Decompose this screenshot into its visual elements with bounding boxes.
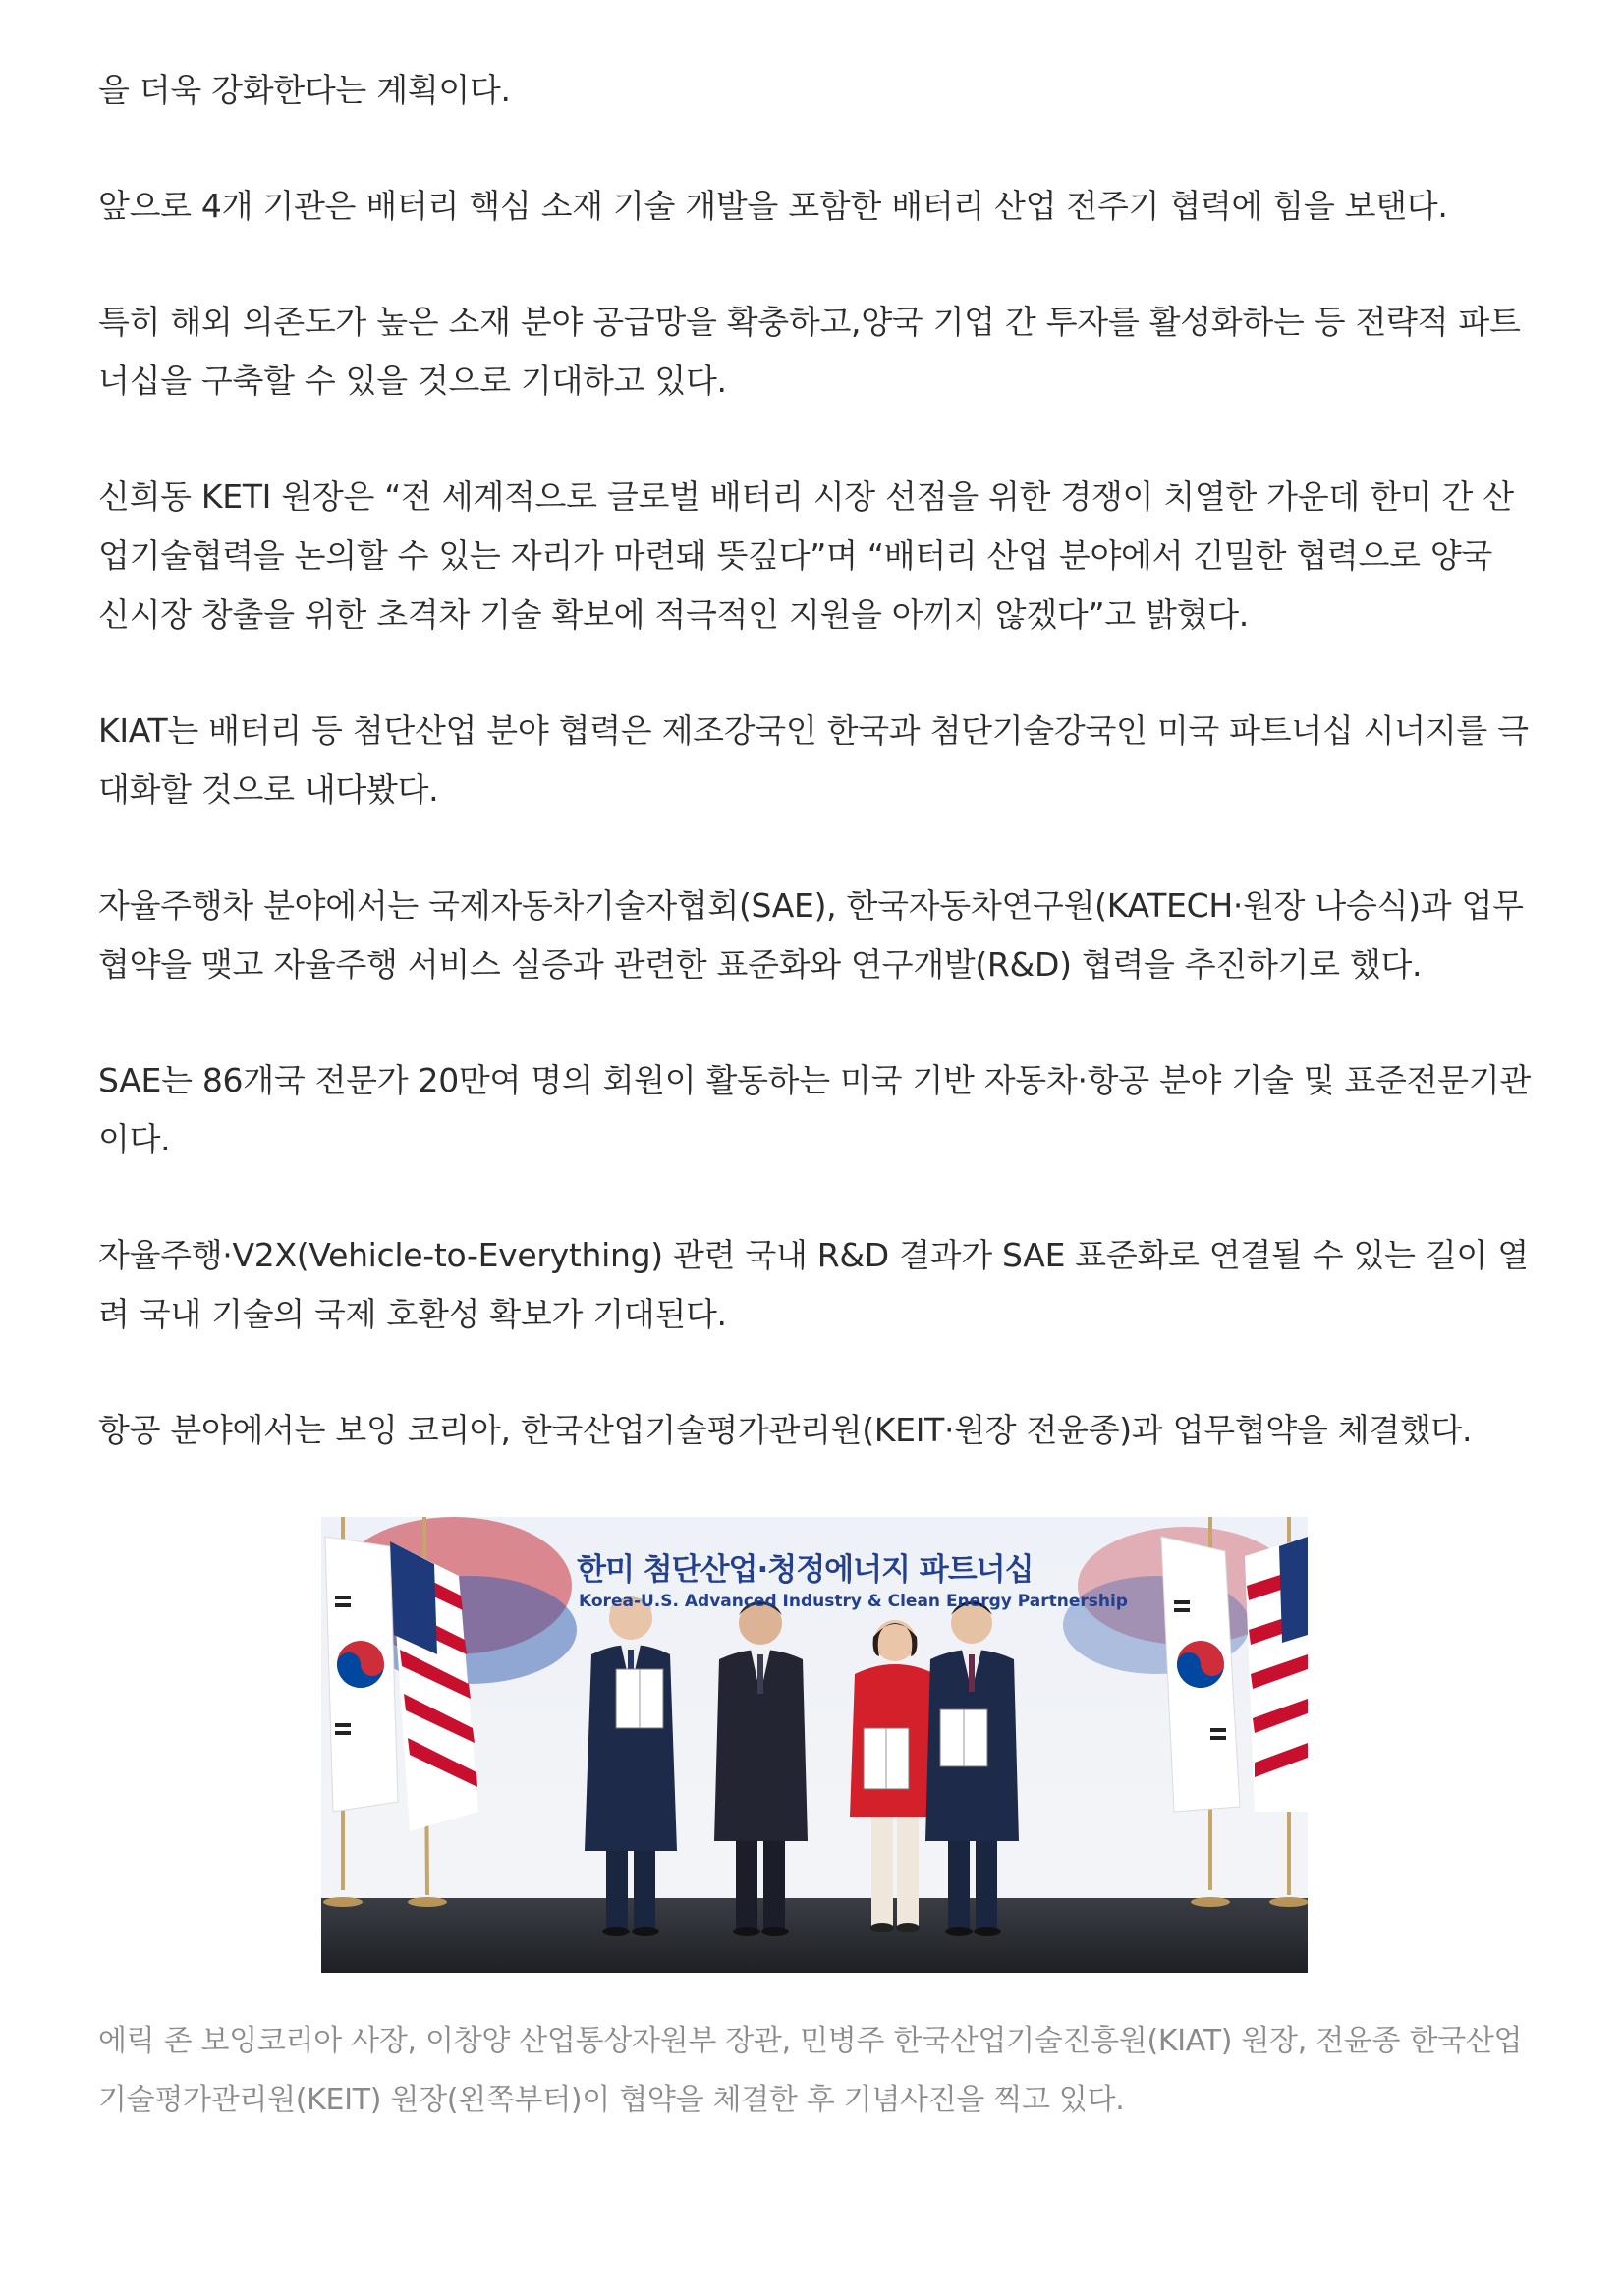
paragraph-2: 앞으로 4개 기관은 배터리 핵심 소재 기술 개발을 포함한 배터리 산업 전주기 협력에 힘을 보탠다. [98, 187, 1448, 225]
photo-caption: 에릭 존 보잉코리아 사장, 이창양 산업통상자원부 장관, 민병주 한국산업기술진흥원(KIAT) 원장, 전윤종 한국산업기술평가관리원(KEIT) 원장(왼쪽부터)이 협약을 체결한 후 기념사진을 찍고 있다. [98, 2024, 1523, 2117]
paragraph-4: 신희동 KETI 원장은 “전 세계적으로 글로벌 배터리 시장 선점을 위한 경쟁이 치열한 가운데 한미 간 산업기술협력을 논의할 수 있는 자리가 마련돼 뜻깊다”며 “배터리 산업 분야에서 긴밀한 협력으로 양국 신시장 창출을 위한 초격차 기술 확보에 적극적인 지원을 아끼지 않겠다”고 밝혔다. [98, 477, 1514, 634]
paragraph-1: 을 더욱 강화한다는 계획이다. [98, 71, 511, 109]
paragraph-7: SAE는 86개국 전문가 20만여 명의 회원이 활동하는 미국 기반 자동차·항공 분야 기술 및 표준전문기관이다. [98, 1061, 1531, 1158]
paragraph-9: 항공 분야에서는 보잉 코리아, 한국산업기술평가관리원(KEIT·원장 전윤종)과 업무협약을 체결했다. [98, 1411, 1473, 1449]
paragraph-8: 자율주행·V2X(Vehicle-to-Everything) 관련 국내 R&D 결과가 SAE 표준화로 연결될 수 있는 길이 열려 국내 기술의 국제 호환성 확보가 기대된다. [98, 1236, 1529, 1333]
paragraph-5: KIAT는 배터리 등 첨단산업 분야 협력은 제조강국인 한국과 첨단기술강국인 미국 파트너십 시너지를 극대화할 것으로 내다봤다. [98, 711, 1529, 809]
paragraph-6: 자율주행차 분야에서는 국제자동차기술자협회(SAE), 한국자동차연구원(KATECH·원장 나승식)과 업무협약을 맺고 자율주행 서비스 실증과 관련한 표준화와 연구개발(R&D) 협력을 추진하기로 했다. [98, 886, 1524, 983]
banner-subtitle: Korea-U.S. Advanced Industry & Clean Energy Partnership [579, 1592, 1128, 1611]
paragraph-3: 특히 해외 의존도가 높은 소재 분야 공급망을 확충하고,양국 기업 간 투자를 활성화하는 등 전략적 파트너십을 구축할 수 있을 것으로 기대하고 있다. [98, 303, 1521, 400]
article-body [98, 61, 1533, 2159]
banner-title: 한미 첨단산업·청정에너지 파트너십 [577, 1552, 1034, 1588]
article-photo [321, 1517, 1308, 1973]
